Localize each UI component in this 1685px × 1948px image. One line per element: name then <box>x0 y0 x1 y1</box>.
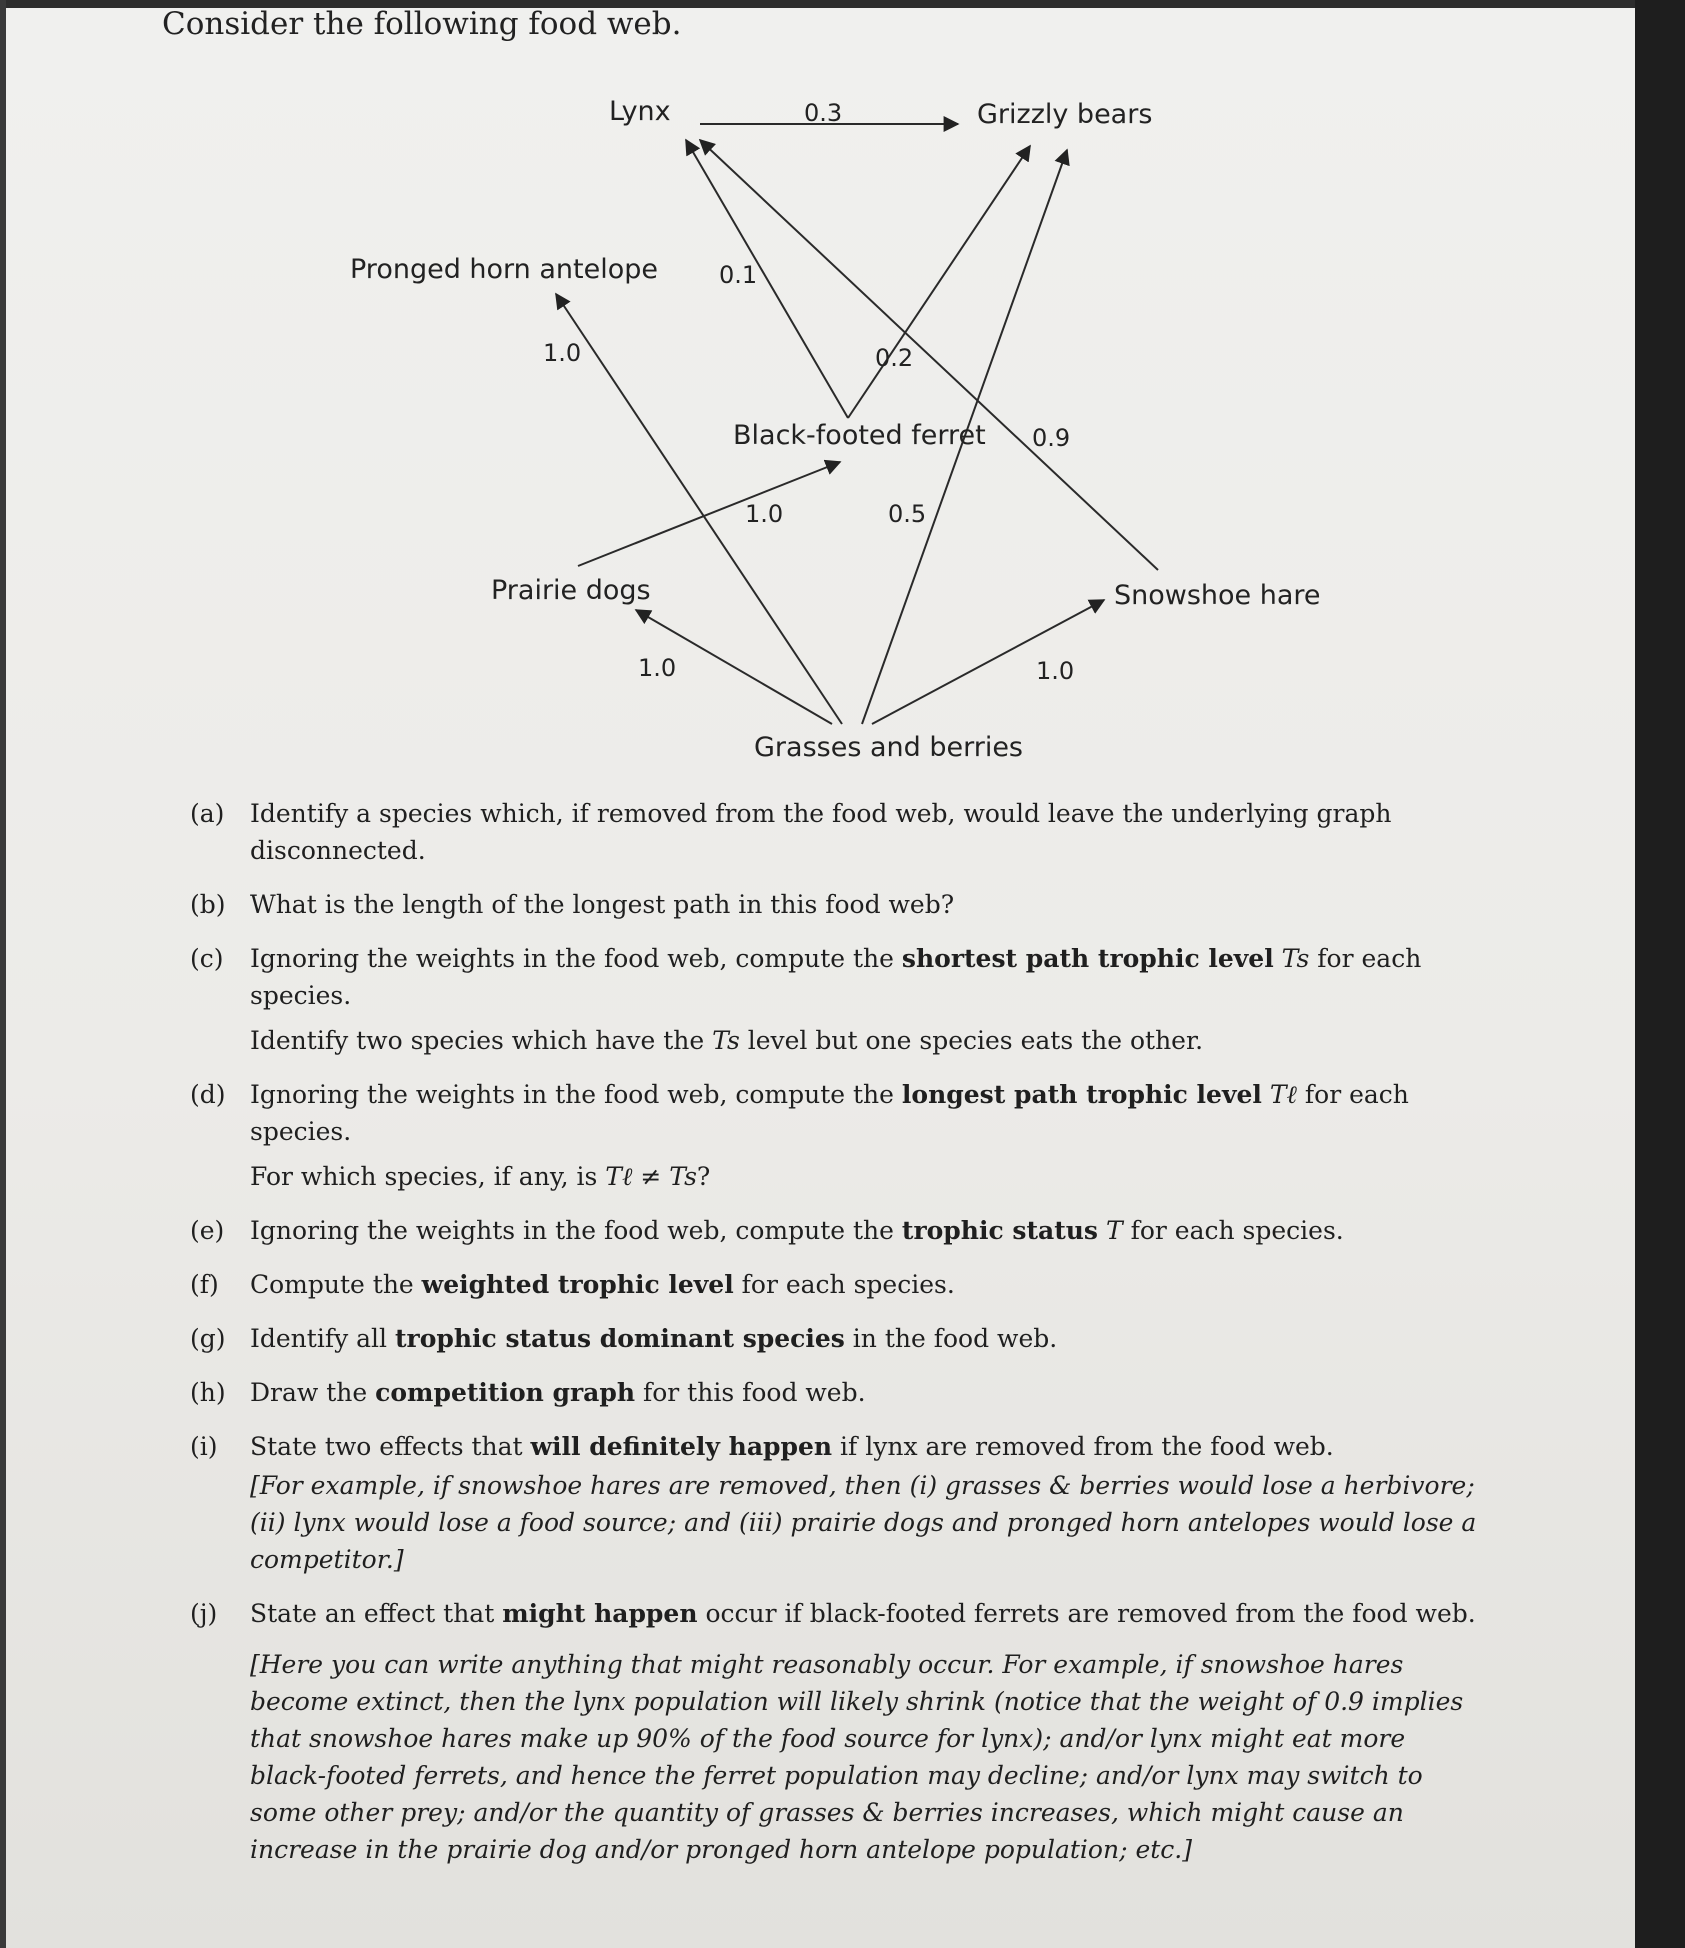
term-might-happen: might happen <box>502 1599 698 1628</box>
follow-up-post: level but one species eats the other. <box>739 1026 1204 1055</box>
weight-grasses-antelope: 1.0 <box>543 339 582 367</box>
term-trophic-status: trophic status <box>901 1216 1098 1245</box>
question-text-post: for each species. <box>733 1270 955 1299</box>
symbol-tl: Tℓ <box>1269 1080 1297 1109</box>
question-text-post: if lynx are removed from the food web. <box>832 1432 1334 1461</box>
question-text-post: for each species. <box>1122 1216 1344 1245</box>
question-letter: (g) <box>190 1324 226 1353</box>
question-h <box>190 1374 1480 1411</box>
question-g <box>190 1320 1480 1357</box>
question-d-follow-up <box>250 1158 1480 1195</box>
question-letter: (j) <box>190 1599 218 1628</box>
term-longest-path-trophic-level: longest path trophic level <box>901 1080 1262 1109</box>
weight-grasses-prairie: 1.0 <box>638 654 677 682</box>
question-letter: (i) <box>190 1432 218 1461</box>
question-c-follow-up <box>250 1022 1480 1059</box>
question-c <box>190 940 1480 1059</box>
question-text-pre: Draw the <box>250 1378 376 1407</box>
inequality-expression: Tℓ ≠ Ts <box>605 1162 697 1191</box>
question-text-post: in the food web. <box>844 1324 1058 1353</box>
question-j <box>190 1595 1480 1868</box>
question-text-pre: Ignoring the weights in the food web, compute the <box>250 1080 902 1109</box>
edge-ferret-to-lynx <box>686 140 848 418</box>
weight-hare-lynx: 0.9 <box>1032 424 1071 452</box>
question-text-post: for each species. <box>250 944 1422 1010</box>
question-letter: (h) <box>190 1378 226 1407</box>
weight-prairie-ferret: 1.0 <box>745 500 784 528</box>
edge-prairie-to-ferret <box>578 462 840 566</box>
question-text-pre: Ignoring the weights in the food web, compute the <box>250 1216 902 1245</box>
term-shortest-path-trophic-level: shortest path trophic level <box>901 944 1274 973</box>
question-text-pre: Identify all <box>250 1324 395 1353</box>
question-j-example-note: [Here you can write anything that might reasonably occur. For example, if snowshoe hares become extinct, then the lynx population will likely shrink (notice that the weight of 0.9 implies that snowshoe hares make up 90% of the food source for lynx); and/or lynx might eat more black-footed ferrets, and hence the ferret population may decline; and/or lynx may switch to some other prey; and/or the quantity of grasses & berries increases, which might cause an increase in the prairie dog and/or pronged horn antelope population; etc.] <box>250 1650 1464 1864</box>
weight-grasses-hare: 1.0 <box>1036 657 1075 685</box>
term-will-definitely-happen: will definitely happen <box>530 1432 833 1461</box>
weight-grasses-grizzly: 0.5 <box>888 500 927 528</box>
question-e <box>190 1212 1480 1249</box>
question-letter: (a) <box>190 799 225 828</box>
question-text-pre: Compute the <box>250 1270 422 1299</box>
question-letter: (b) <box>190 890 226 919</box>
food-web-diagram <box>0 0 1685 780</box>
weight-ferret-grizzly: 0.2 <box>875 344 914 372</box>
term-trophic-status-dominant-species: trophic status dominant species <box>394 1324 845 1353</box>
symbol-ts: Ts <box>1281 944 1310 973</box>
edge-grasses-to-antelope <box>556 294 842 724</box>
question-text: What is the length of the longest path in this food web? <box>250 890 955 919</box>
question-text: Identify a species which, if removed from the food web, would leave the underlying graph disconnected. <box>250 799 1392 865</box>
node-grasses-and-berries: Grasses and berries <box>754 732 1023 763</box>
question-letter: (e) <box>190 1216 225 1245</box>
symbol-t: T <box>1105 1216 1123 1245</box>
question-d <box>190 1076 1480 1195</box>
question-letter: (f) <box>190 1270 219 1299</box>
symbol-ts: Ts <box>712 1026 740 1055</box>
follow-up-post: ? <box>696 1162 711 1191</box>
question-letter: (d) <box>190 1080 226 1109</box>
question-a <box>190 795 1480 869</box>
question-text-post: occur if black-footed ferrets are removed from the food web. <box>697 1599 1476 1628</box>
node-snowshoe-hare: Snowshoe hare <box>1114 580 1321 611</box>
term-weighted-trophic-level: weighted trophic level <box>421 1270 734 1299</box>
node-black-footed-ferret: Black-footed ferret <box>733 420 986 451</box>
question-text-post: for this food web. <box>635 1378 866 1407</box>
node-pronged-horn-antelope: Pronged horn antelope <box>350 254 658 285</box>
follow-up-pre: For which species, if any, is <box>250 1162 606 1191</box>
question-text-pre: State an effect that <box>250 1599 503 1628</box>
node-prairie-dogs: Prairie dogs <box>491 575 651 606</box>
question-b <box>190 886 1480 923</box>
question-list <box>190 795 1480 1885</box>
follow-up-pre: Identify two species which have the <box>250 1026 713 1055</box>
node-lynx: Lynx <box>609 96 671 127</box>
question-i <box>190 1428 1480 1578</box>
intro-text: Consider the following food web. <box>162 6 682 42</box>
weight-ferret-lynx: 0.1 <box>719 261 758 289</box>
question-letter: (c) <box>190 944 224 973</box>
weight-lynx-grizzly: 0.3 <box>804 99 843 127</box>
question-f <box>190 1266 1480 1303</box>
question-i-example-note: [For example, if snowshoe hares are removed, then (i) grasses & berries would lose a herbivore; (ii) lynx would lose a food source; and (iii) prairie dogs and pronged horn antelopes would lose a competitor.] <box>250 1471 1477 1574</box>
question-text-pre: Ignoring the weights in the food web, compute the <box>250 944 902 973</box>
edge-ferret-to-grizzly <box>848 146 1030 418</box>
question-text-pre: State two effects that <box>250 1432 531 1461</box>
term-competition-graph: competition graph <box>375 1378 636 1407</box>
node-grizzly-bears: Grizzly bears <box>977 99 1153 130</box>
question-text-post: for each species. <box>250 1080 1409 1146</box>
